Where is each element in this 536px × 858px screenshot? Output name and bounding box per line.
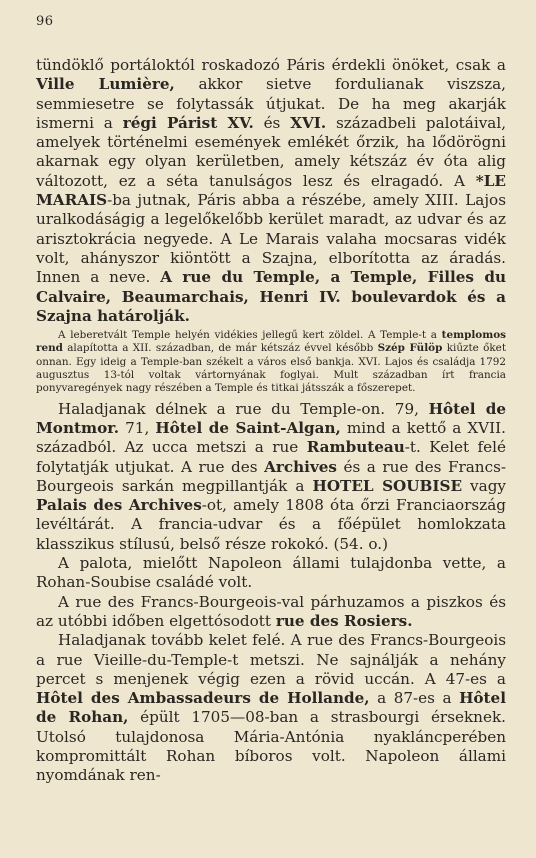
text-run: akkor sietve fordulianak viszsza, semmiesetre se folytassák útjukat. De ha meg akarják ismerni a [36,75,506,132]
text-run: Haladjanak délnek a rue du Temple-on. 79, [58,399,429,418]
bold-text: Hôtel des Ambassadeurs de Hollande, [36,689,370,708]
bold-text: HOTEL SOUBISE [312,476,463,495]
paragraph-p6 [36,631,506,785]
bold-text: Archives [264,457,337,476]
paragraph-p2 [36,329,506,395]
paragraph-p4 [36,554,506,593]
bold-text: XVI. [290,113,327,132]
text-run: alapította a XII. században, de már kétszáz évvel később [62,342,378,355]
text-run: -t. Kelet felé folytatják utjukat. A rue des [36,438,507,476]
text-run: -ba jutnak, Páris abba a részébe, amely XIII. Lajos uralkodáságig a legelőkelőbb kerület maradt, az udvar és az arisztokrácia negyede. A Le Marais valaha mocsaras vidék volt, ahányszor kiöntött a Szajna, elborította az áradás. Innen a neve. [36,191,506,287]
text-run: A leberetvált Temple helyén vidékies jellegű kert zöldel. A Temple-t a [58,329,442,342]
text-run: -ot, amely 1808 óta őrzi Franciaország levéltárát. A francia-udvar és a főépület homlokzata klasszikus stílusú, belső része rokokó. (54. o.) [36,496,506,553]
page-number: 96 [36,14,54,29]
text-run: Haladjanak tovább kelet felé. A rue des Francs-Bourgeois a rue Vieille-du-Temple-t metszi. Ne sajnálják a nehány percet s menjenek végig ezen a rövid uccán. A 47-es a [36,631,506,688]
text-run: A palota, mielőtt Napoleon állami tulajdonba vette, a Rohan-Soubise családé volt. [36,554,506,592]
bold-text: Hôtel de Saint-Algan, [155,418,341,437]
bold-text: rue des Rosiers. [275,611,413,630]
bold-text: Hôtel de Rohan, [36,689,506,727]
text-run: a 87-es a [369,689,460,708]
bold-text: Szép Fülöp [377,342,443,355]
text-run: vagy [462,476,506,495]
page-content [36,56,506,786]
bold-text: *LE MARAIS [36,171,506,210]
text-run: és [253,113,291,132]
bold-text: Palais des Archives [36,496,202,515]
bold-text: Ville Lumière, [36,75,175,94]
text-run: mind a kettő a XVII. századból. Az ucca metszi a rue [36,418,506,457]
text-run: tündöklő portáloktól roskadozó Páris érdekli önöket, csak a [36,56,506,74]
bold-text: A rue du Temple, a Temple, Filles du Calvaire, Beaumarchais, Henri IV. boulevardok és a Szajna határolják. [36,268,506,325]
paragraph-p5 [36,593,506,632]
bold-text: régi Párist XV. [122,113,254,132]
text-run: századbeli palotáival, amelyek történelmi események emlékét őrzik, ha lődörögni akarnak egy olyan kerületben, amely kétszáz év óta alig változott, ez a séta tanulságos lesz és elragadó. A [36,113,507,190]
bold-text: Rambuteau [306,438,405,457]
text-run: kiűzte őket onnan. Egy ideig a Temple-ban székelt a város első bankja. XVI. Lajos és családja 1792 augusztus 13-tól voltak vártornyának foglyai. Mult században írt francia ponyvaregények nagy részében a Temple és titkai játsszák a főszerepet. [36,342,507,395]
text-run: épült 1705—08-ban a strasbourgi érseknek. Utolsó tulajdonosa Mária-Antónia nyakláncperében kompromittált Rohan bíboros volt. Napoleon állami nyomdának ren- [36,708,506,785]
paragraph-p3 [36,400,506,554]
text-run: 71, [119,418,156,437]
bold-text: templomos rend [36,329,506,355]
bold-text: Hôtel de Montmor. [36,399,506,437]
paragraph-p1 [36,56,506,326]
text-run: A rue des Francs-Bourgeois-val párhuzamos a piszkos és az utóbbi időben elgettósodott [36,592,506,630]
text-run: és a rue des Francs-Bourgeois sarkán megpillantják a [36,457,507,495]
